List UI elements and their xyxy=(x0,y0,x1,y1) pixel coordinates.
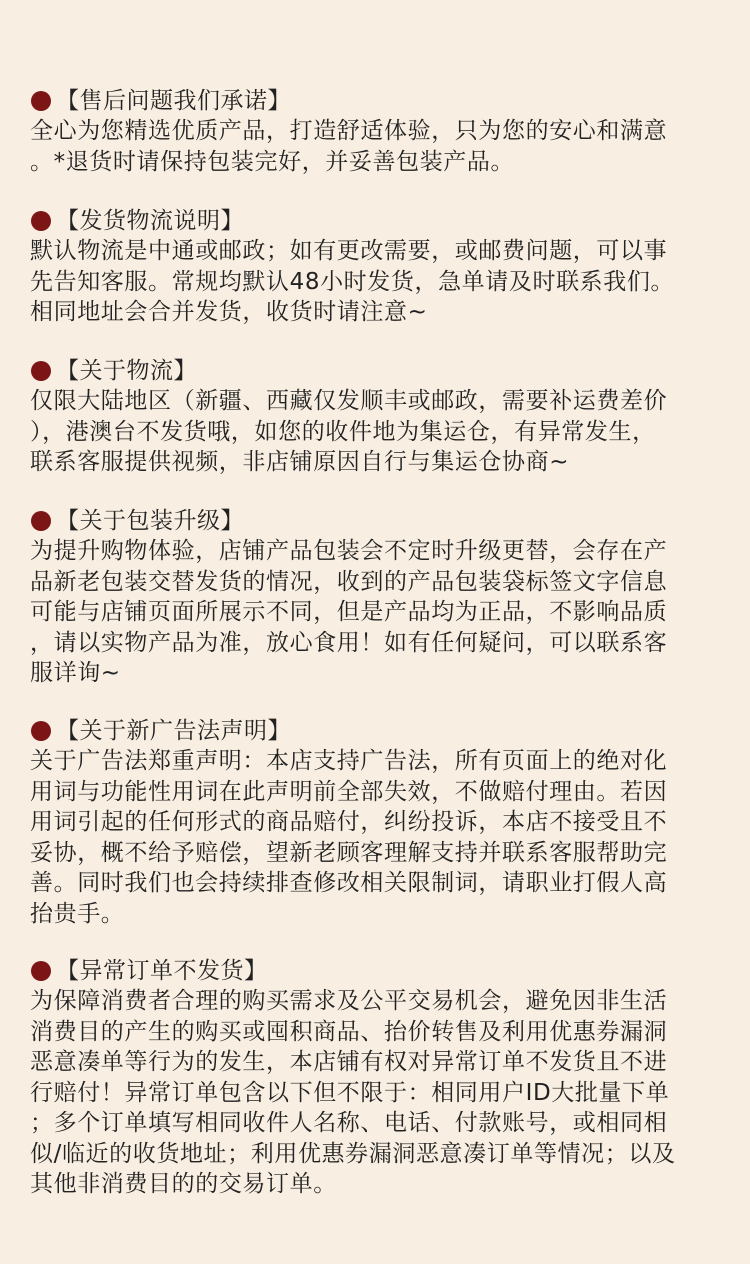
section-heading xyxy=(30,506,720,536)
body-line: ，请以实物产品为准，放心食用！如有任何疑问，可以联系客 xyxy=(30,629,668,656)
body-line: ；多个订单填写相同收件人名称、电话、付款账号，或相同相 xyxy=(30,1110,668,1136)
body-line: ），港澳台不发货哦，如您的收件地为集运仓，有异常发生， xyxy=(30,418,656,445)
body-line: 恶意凑单等行为的发生，本店铺有权对异常订单不发货且不进 xyxy=(30,1049,668,1075)
bullet-dot-icon xyxy=(31,91,51,111)
bullet-dot-icon xyxy=(31,211,51,231)
body-line: 其他非消费目的的交易订单。 xyxy=(30,1171,337,1197)
body-line: 联系客服提供视频，非店铺原因自行与集运仓协商~ xyxy=(30,449,570,475)
section-heading xyxy=(30,86,720,116)
section-after-sales xyxy=(30,86,720,177)
section-title: 【售后问题我们承诺】 xyxy=(56,88,291,114)
section-about-logistics xyxy=(30,356,720,478)
body-line: 先告知客服。常规均默认48小时发货，急单请及时联系我们。 xyxy=(30,268,675,295)
section-title: 【异常订单不发货】 xyxy=(56,958,268,984)
section-packaging-upgrade xyxy=(30,506,720,689)
body-line: 相同地址会合并发货，收货时请注意~ xyxy=(30,299,428,325)
section-title: 【关于物流】 xyxy=(56,358,197,384)
body-line: 全心为您精选优质产品，打造舒适体验，只为您的安心和满意 xyxy=(30,118,668,144)
body-line: 关于广告法郑重声明：本店支持广告法，所有页面上的绝对化 xyxy=(30,748,668,774)
section-heading xyxy=(30,206,720,236)
section-heading xyxy=(30,716,720,746)
body-line: 默认物流是中通或邮政；如有更改需要，或邮费问题，可以事 xyxy=(30,238,668,264)
section-title: 【发货物流说明】 xyxy=(56,208,244,234)
body-line: 为提升购物体验，店铺产品包装会不定时升级更替，会存在产 xyxy=(30,538,668,564)
section-title: 【关于新广告法声明】 xyxy=(56,718,291,744)
body-line: 可能与店铺页面所展示不同，但是产品均为正品，不影响品质 xyxy=(30,599,668,625)
bullet-dot-icon xyxy=(31,961,51,981)
section-title: 【关于包装升级】 xyxy=(56,508,244,534)
body-line: 似/临近的收货地址；利用优惠券漏洞恶意凑订单等情况；以及 xyxy=(30,1140,676,1167)
body-line: 妥协，概不给予赔偿，望新老顾客理解支持并联系客服帮助完 xyxy=(30,839,668,866)
bullet-dot-icon xyxy=(31,511,51,531)
body-line: 用词与功能性用词在此声明前全部失效，不做赔付理由。若因 xyxy=(30,778,668,805)
body-line: 品新老包装交替发货的情况，收到的产品包装袋标签文字信息 xyxy=(30,568,668,595)
body-line: 。*退货时请保持包装完好，并妥善包装产品。 xyxy=(30,148,515,175)
section-ad-law-statement xyxy=(30,716,720,929)
bullet-dot-icon xyxy=(31,361,51,381)
body-line: 仅限大陆地区（新疆、西藏仅发顺丰或邮政，需要补运费差价 xyxy=(30,388,668,414)
body-line: 服详询~ xyxy=(30,660,121,686)
body-line: 行赔付！异常订单包含以下但不限于：相同用户ID大批量下单 xyxy=(30,1079,670,1106)
body-line: 为保障消费者合理的购买需求及公平交易机会，避免因非生活 xyxy=(30,988,668,1014)
body-line: 消费目的产生的购买或囤积商品、抬价转售及利用优惠券漏洞 xyxy=(30,1018,668,1045)
body-line: 善。同时我们也会持续排查修改相关限制词，请职业打假人高 xyxy=(30,870,668,896)
body-line: 用词引起的任何形式的商品赔付，纠纷投诉，本店不接受且不 xyxy=(30,809,668,835)
bullet-dot-icon xyxy=(31,721,51,741)
section-abnormal-orders xyxy=(30,956,720,1200)
body-line: 抬贵手。 xyxy=(30,900,125,927)
section-heading xyxy=(30,356,720,386)
section-shipping-logistics xyxy=(30,206,720,328)
section-heading xyxy=(30,956,720,986)
